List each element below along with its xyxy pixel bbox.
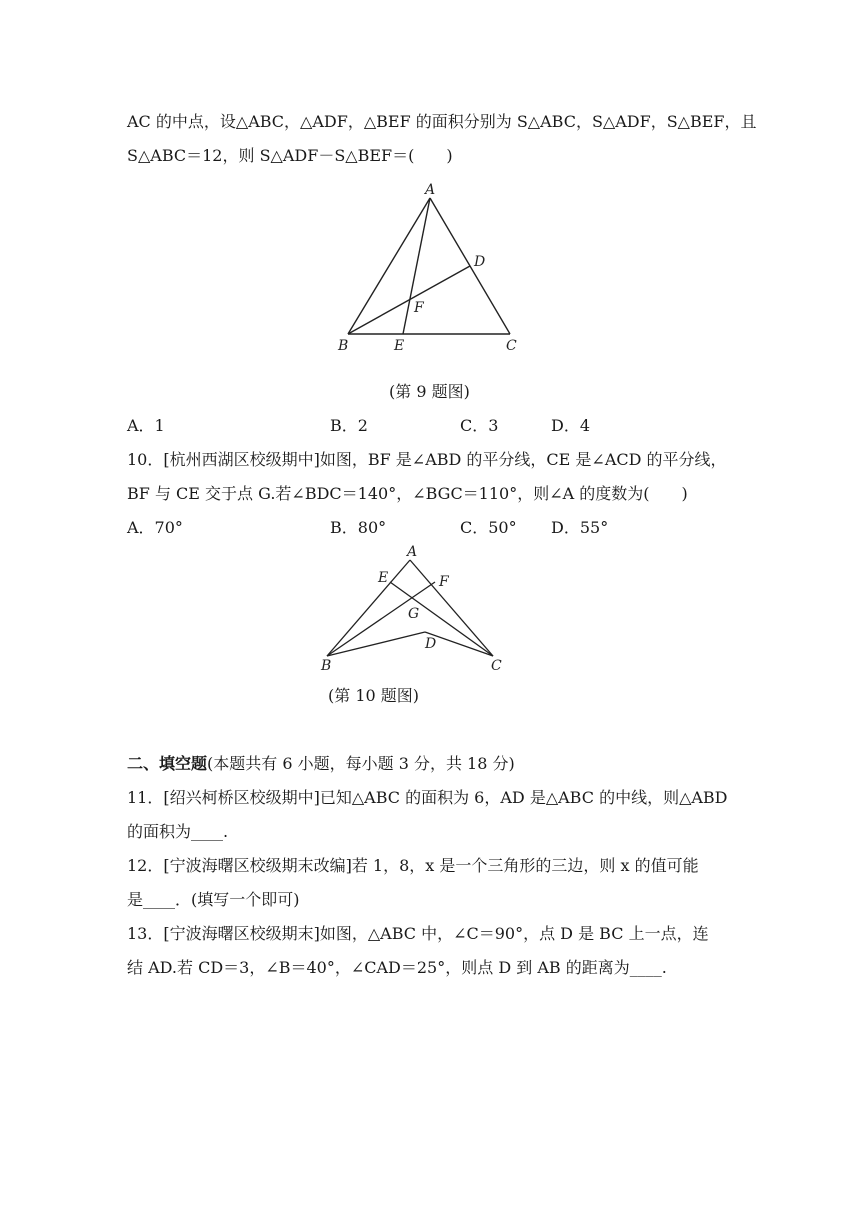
q10-label-g: G — [408, 606, 420, 622]
q9-option-b: B．2 — [330, 416, 368, 435]
q10-text-line-1: 10．[杭州西湖区校级期中]如图，BF 是∠ABD 的平分线，CE 是∠ACD 的平分线， — [127, 450, 727, 469]
q9-text-line-1: AC 的中点，设△ABC，△ADF，△BEF 的面积分别为 S△ABC，S△ADF，S△BEF，且 — [127, 112, 757, 131]
q10-option-c: C．50° — [460, 518, 517, 537]
section-note: (本题共有 6 小题，每小题 3 分，共 18 分) — [207, 754, 515, 773]
q9-label-c: C — [506, 338, 517, 354]
q13-text-line-2: 结 AD.若 CD＝3，∠B＝40°，∠CAD＝25°，则点 D 到 AB 的距离为____. — [127, 958, 667, 977]
section-title: 二、填空题 — [127, 754, 208, 773]
q10-label-e: E — [378, 570, 389, 586]
q9-option-c: C．3 — [460, 416, 499, 435]
q9-text-line-2: S△ABC＝12，则 S△ADF－S△BEF＝( ) — [127, 146, 453, 165]
q9-label-b: B — [338, 338, 349, 354]
q12-text-line-2: 是____．(填写一个即可) — [127, 890, 300, 909]
section-heading — [127, 754, 515, 774]
q9-option-a: A．1 — [127, 416, 165, 435]
q13-text-line-1: 13．[宁波海曙区校级期末]如图，△ABC 中，∠C＝90°，点 D 是 BC 上一点，连 — [127, 924, 709, 943]
q10-label-c: C — [491, 658, 502, 674]
q9-label-f: F — [414, 300, 424, 316]
q9-label-e: E — [394, 338, 405, 354]
q10-segment-ce — [390, 582, 493, 656]
q10-segment-bd — [327, 632, 425, 656]
q10-label-a: A — [407, 544, 418, 560]
q10-label-d: D — [425, 636, 437, 652]
q9-caption: (第 9 题图) — [389, 382, 470, 401]
q10-figure — [315, 540, 515, 675]
q9-option-d: D．4 — [551, 416, 591, 435]
q10-option-a: A．70° — [127, 518, 183, 537]
q9-label-d: D — [474, 254, 486, 270]
q9-segment-bd — [348, 266, 470, 334]
q10-label-f: F — [439, 574, 449, 590]
q12-text-line-1: 12．[宁波海曙区校级期末改编]若 1，8，x 是一个三角形的三边，则 x 的值可能 — [127, 856, 699, 875]
q9-label-a: A — [425, 182, 436, 198]
q10-option-b: B．80° — [330, 518, 387, 537]
q10-label-b: B — [321, 658, 332, 674]
q10-caption: (第 10 题图) — [328, 686, 420, 705]
q10-text-line-2: BF 与 CE 交于点 G.若∠BDC＝140°，∠BGC＝110°，则∠A 的度数为( ) — [127, 484, 688, 503]
q10-option-d: D．55° — [551, 518, 609, 537]
q11-text-line-1: 11．[绍兴柯桥区校级期中]已知△ABC 的面积为 6，AD 是△ABC 的中线，则△ABD — [127, 788, 728, 807]
q9-figure — [330, 180, 530, 360]
q11-text-line-2: 的面积为____. — [127, 822, 229, 841]
